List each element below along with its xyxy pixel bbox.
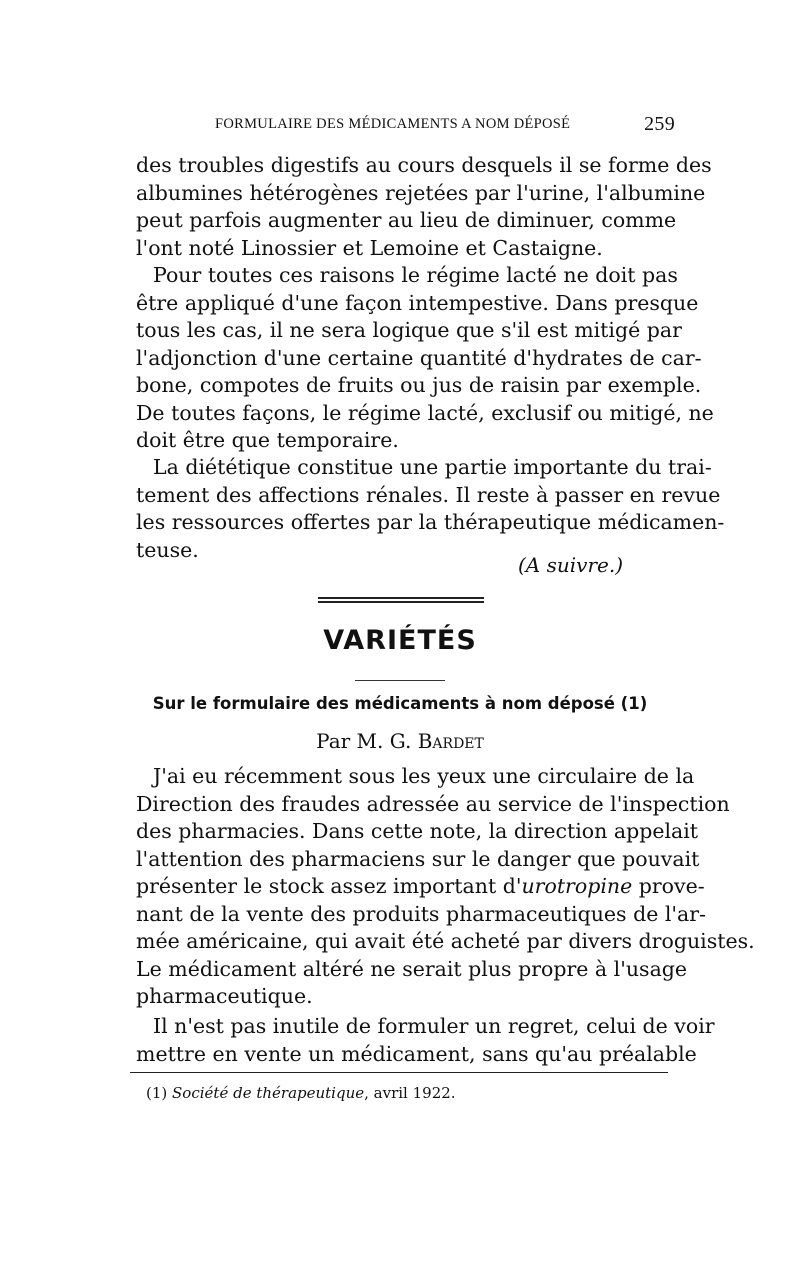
text-line: Le médicament altéré ne serait plus propre à l'usage: [136, 956, 688, 981]
text-line: J'ai eu récemment sous les yeux une circulaire de la: [153, 764, 695, 788]
running-title: FORMULAIRE DES MÉDICAMENTS A NOM DÉPOSÉ: [215, 116, 571, 132]
text-line: De toutes façons, le régime lacté, exclusif ou mitigé, ne: [136, 400, 714, 425]
text-line: mée américaine, qui avait été acheté par divers droguistes.: [136, 929, 755, 953]
paragraph-1: [136, 152, 712, 262]
text-line: Pour toutes ces raisons le régime lacté ne doit pas: [153, 263, 678, 287]
text-line: Direction des fraudes adressée au service de l'inspection: [136, 791, 730, 816]
italic-drug-name: urotropine: [521, 874, 633, 898]
text-line: des troubles digestifs au cours desquels il se forme des: [136, 153, 712, 177]
author-name: Bardet: [417, 729, 484, 753]
text-line: tous les cas, il ne sera logique que s'il est mitigé par: [136, 318, 682, 342]
text-line: bone, compotes de fruits ou jus de raisin par exemple.: [136, 373, 702, 397]
article-subtitle: Sur le formulaire des médicaments à nom déposé (1): [152, 694, 648, 713]
text-fragment: présenter le stock assez important d': [136, 874, 522, 898]
text-line: La diététique constitue une partie importante du trai-: [153, 455, 712, 479]
text-line: l'attention des pharmaciens sur le danger que pouvait: [136, 846, 700, 871]
page-number: 259: [644, 113, 675, 135]
footnote-rule: [130, 1072, 668, 1073]
separator-rule: [318, 597, 484, 599]
footnote-source: Société de thérapeutique: [172, 1084, 365, 1102]
text-line: être appliqué d'une façon intempestive. Dans presque: [136, 290, 699, 315]
text-line: doit être que temporaire.: [136, 428, 399, 452]
text-line: les ressources offertes par la thérapeutique médicamen-: [136, 510, 725, 534]
paragraph-2: [136, 262, 714, 455]
footnote-date: , avril 1922.: [364, 1084, 456, 1102]
a-suivre: (A suivre.): [518, 553, 623, 577]
footnote: [146, 1084, 456, 1102]
text-line: peut parfois augmenter au lieu de diminuer, comme: [136, 208, 677, 232]
text-line: l'ont noté Linossier et Lemoine et Castaigne.: [136, 235, 603, 260]
text-line: [136, 873, 705, 901]
text-line: tement des affections rénales. Il reste à passer en revue: [136, 482, 721, 507]
text-line: nant de la vente des produits pharmaceutiques de l'ar-: [136, 901, 706, 926]
footnote-marker: (1): [146, 1084, 168, 1102]
text-line: des pharmacies. Dans cette note, la direction appelait: [136, 819, 699, 843]
text-line: pharmaceutique.: [136, 984, 313, 1008]
paragraph-4: [136, 763, 755, 1011]
text-line: Il n'est pas inutile de formuler un regret, celui de voir: [153, 1014, 715, 1038]
separator-rule: [318, 601, 484, 603]
author-prefix: Par M. G.: [316, 729, 412, 753]
text-fragment: prove-: [632, 874, 705, 898]
text-line: mettre en vente un médicament, sans qu'au préalable: [136, 1041, 697, 1066]
paragraph-3: [136, 454, 725, 564]
text-line: teuse.: [136, 537, 199, 562]
section-title: VARIÉTÉS: [323, 625, 477, 656]
paragraph-5: [136, 1013, 715, 1068]
text-line: albumines hétérogènes rejetées par l'urine, l'albumine: [136, 180, 706, 205]
text-line: l'adjonction d'une certaine quantité d'hydrates de car-: [136, 345, 702, 370]
article-author: [0, 729, 800, 753]
title-rule: [355, 680, 445, 681]
